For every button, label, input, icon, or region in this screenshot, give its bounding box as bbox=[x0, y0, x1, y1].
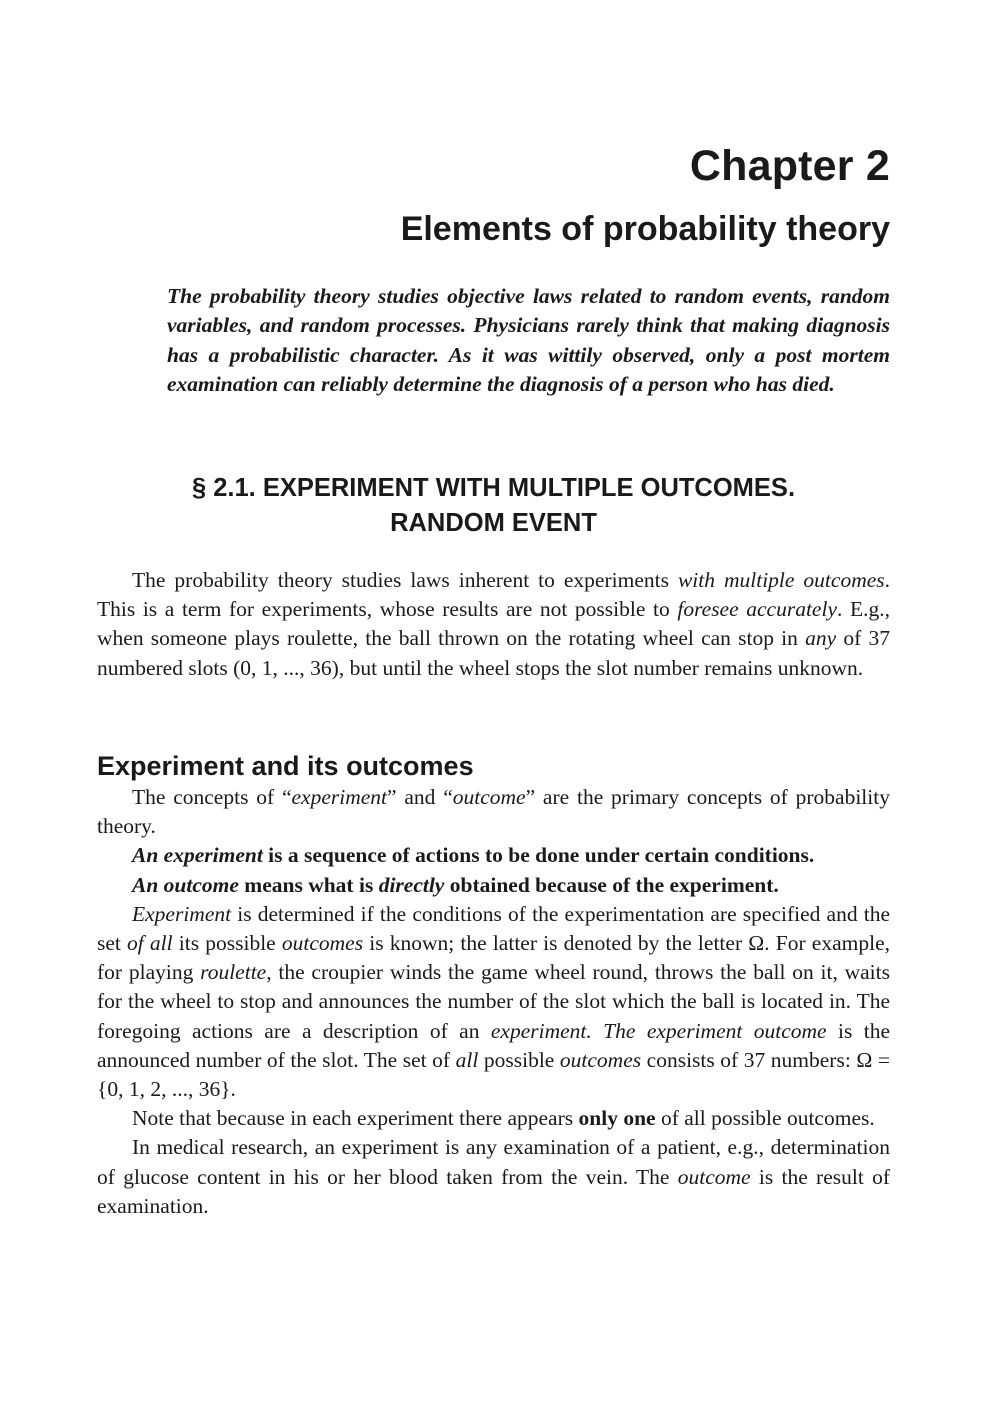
section-heading-line-1: § 2.1. EXPERIMENT WITH MULTIPLE OUTCOMES. bbox=[191, 474, 796, 502]
subsection-body bbox=[97, 783, 890, 1221]
paragraph-medical: In medical research, an experiment is any examination of a patient, e.g., determination of glucose content in his or her blood taken from the vein. The outcome is the result of examination. bbox=[97, 1135, 890, 1218]
definition-experiment: An experiment is a sequence of actions to be done under certain conditions. bbox=[132, 843, 815, 868]
intro-paragraph: The probability theory studies laws inherent to experiments with multiple outcomes. This is a term for experiments, whose results are not possible to foresee accurately. E.g., when someone plays roulette, the ball thrown on the rotating wheel can stop in any of 37 numbered slots (0, 1, ..., 36), but until the wheel stops the slot number remains unknown. bbox=[97, 568, 890, 680]
paragraph-concepts: The concepts of “experiment” and “outcome” are the primary concepts of probability theory. bbox=[97, 785, 890, 839]
paragraph-only-one: Note that because in each experiment there appears only one of all possible outcomes. bbox=[132, 1106, 875, 1131]
book-page bbox=[97, 0, 890, 1413]
chapter-number: Chapter 2 bbox=[689, 142, 890, 190]
intro-section bbox=[97, 566, 890, 683]
section-heading-line-2: RANDOM EVENT bbox=[390, 509, 597, 537]
chapter-epigraph: The probability theory studies objective laws related to random events, random variables, and random processes. Physicians rarely think that making diagnosis has a probabilistic character. As it was wittily observed, only a post mortem examination can reliably determine the diagnosis of a person who has died. bbox=[167, 284, 890, 396]
chapter-title: Elements of probability theory bbox=[400, 210, 890, 248]
definition-outcome: An outcome means what is directly obtained because of the experiment. bbox=[132, 872, 779, 897]
subsection-heading: Experiment and its outcomes bbox=[97, 751, 474, 781]
section-heading bbox=[97, 471, 890, 541]
paragraph-roulette-example: Experiment is determined if the conditions of the experimentation are specified and the set of all its possible outcomes is known; the latter is denoted by the letter Ω. For example, for playing roulette, the croupier winds the game wheel round, throws the ball on it, waits for the wheel to stop and announces the number of the slot which the ball is located in. The foregoing actions are a description of an experiment. The experiment outcome is the announced number of the slot. The set of all possible outcomes consists of 37 numbers: Ω = {0, 1, 2, ..., 36}. bbox=[97, 901, 891, 1102]
